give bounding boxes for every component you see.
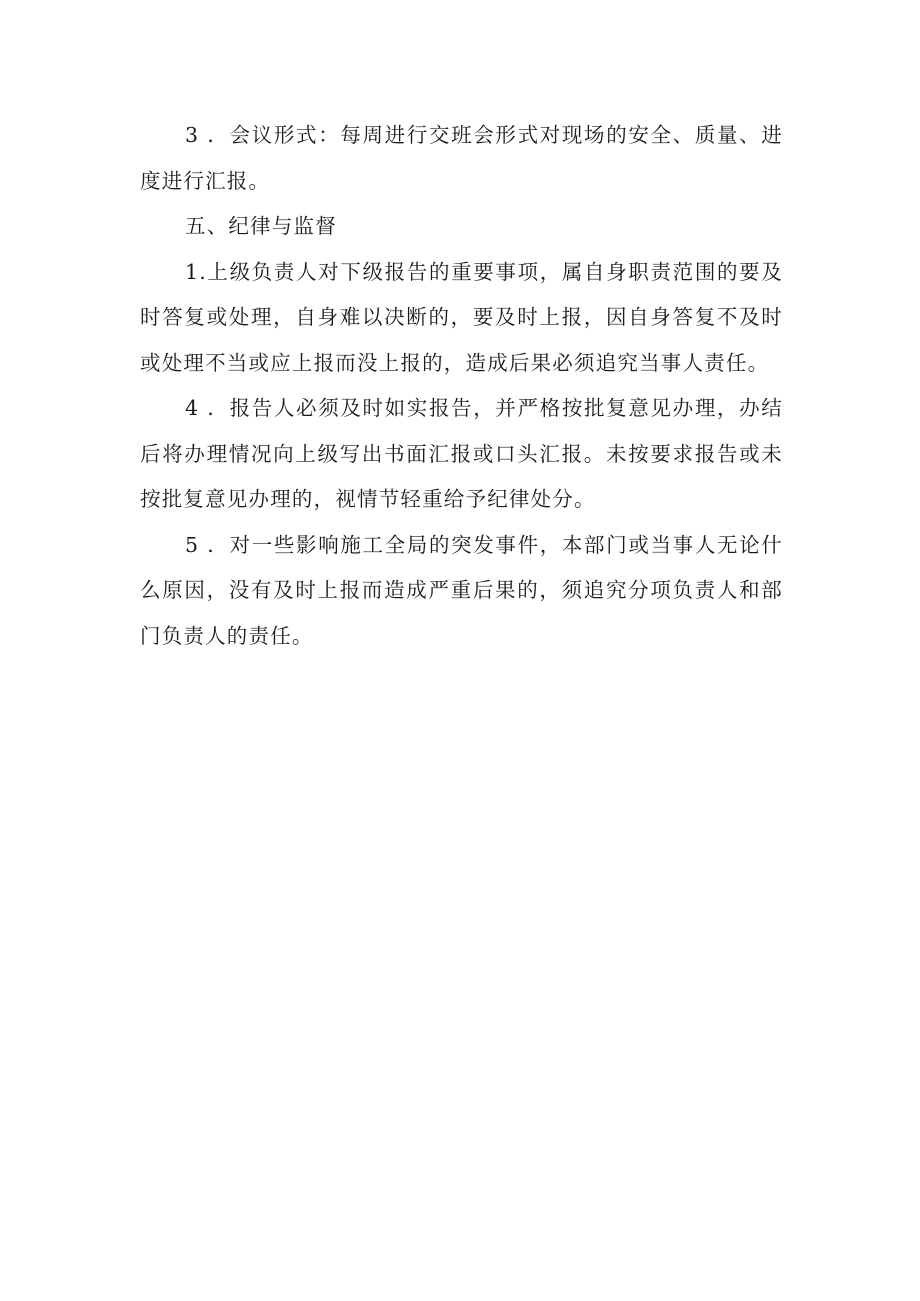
paragraph-meeting-format: 3 ．会议形式：每周进行交班会形式对现场的安全、质量、进度进行汇报。 [140, 123, 783, 193]
paragraph-item-5: 5 ．对一些影响施工全局的突发事件，本部门或当事人无论什么原因，没有及时上报而造成严重后果的，须追究分项负责人和部门负责人的责任。 [140, 532, 783, 648]
document-body [140, 113, 783, 659]
section-heading-discipline: 五、纪律与监督 [185, 214, 337, 238]
paragraph-item-1: 1.上级负责人对下级报告的重要事项，属自身职责范围的要及时答复或处理，自身难以决断的，要及时上报，因自身答复不及时或处理不当或应上报而没上报的，造成后果必须追究当事人责任。 [140, 259, 783, 375]
paragraph-item-4: 4 ．报告人必须及时如实报告，并严格按批复意见办理，办结后将办理情况向上级写出书面汇报或口头汇报。未按要求报告或未按批复意见办理的，视情节轻重给予纪律处分。 [140, 396, 783, 511]
